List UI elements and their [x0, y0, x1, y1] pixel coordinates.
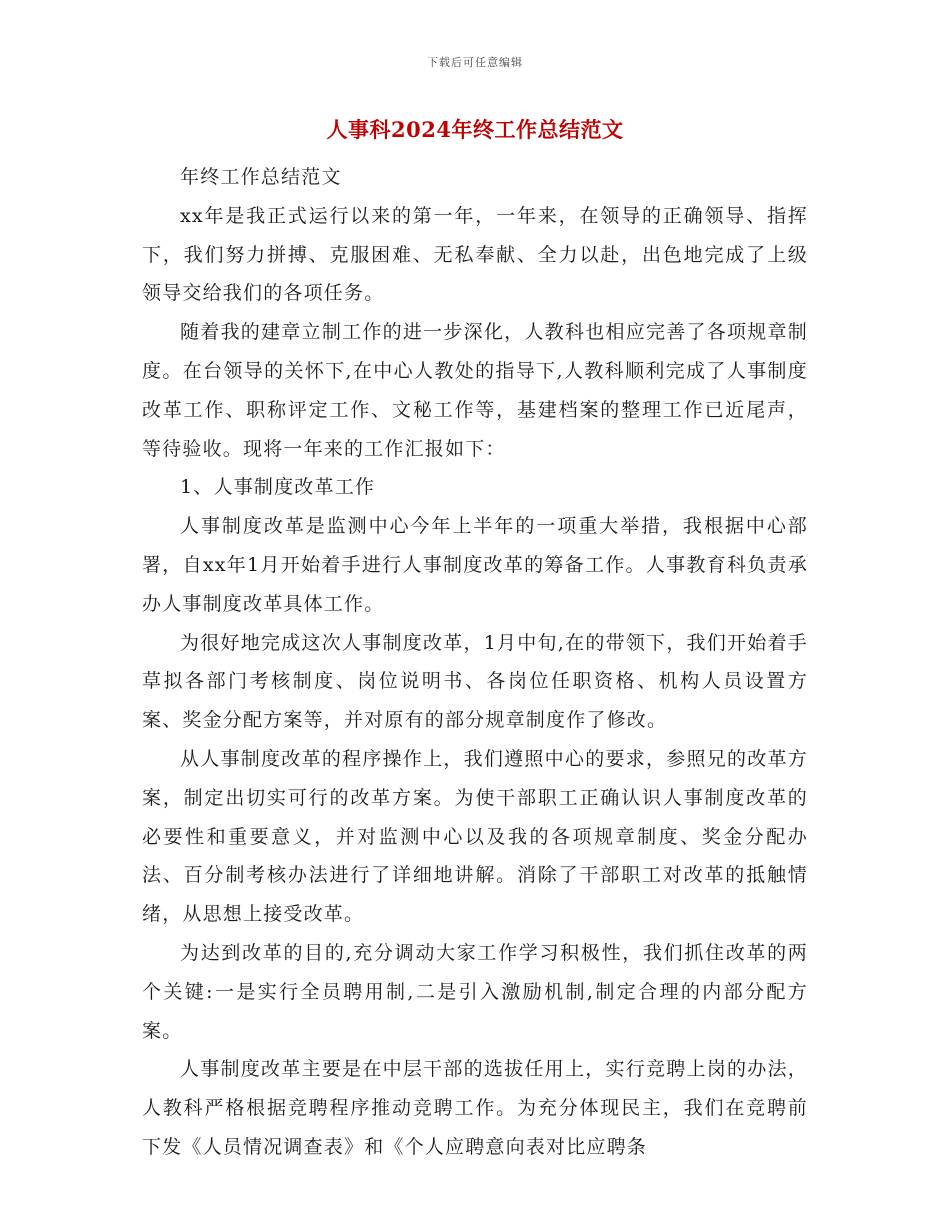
- document-title: 人事科2024年终工作总结范文: [326, 117, 624, 142]
- paragraph-subtitle: 年终工作总结范文: [180, 166, 342, 188]
- paragraph: 为达到改革的目的,充分调动大家工作学习积极性，我们抓住改革的两个关键:一是实行全员聘用制,二是引入激励机制,制定合理的内部分配方案。: [142, 941, 808, 1042]
- paragraph: 为很好地完成这次人事制度改革，1月中旬,在的带领下，我们开始着手草拟各部门考核制度、岗位说明书、各岗位任职资格、机构人员设置方案、奖金分配方案等，并对原有的部分规章制度作了修改。: [142, 631, 808, 732]
- paragraph: 从人事制度改革的程序操作上，我们遵照中心的要求，参照兄的改革方案，制定出切实可行的改革方案。为使干部职工正确认识人事制度改革的必要性和重要意义，并对监测中心以及我的各项规章制度、奖金分配办法、百分制考核办法进行了详细地讲解。消除了干部职工对改革的抵触情绪，从思想上接受改革。: [142, 747, 808, 926]
- paragraph: 人事制度改革是监测中心今年上半年的一项重大举措，我根据中心部署，自xx年1月开始着手进行人事制度改革的筹备工作。人事教育科负责承办人事制度改革具体工作。: [142, 515, 808, 615]
- paragraph: 人事制度改革主要是在中层干部的选拔任用上，实行竞聘上岗的办法，人教科严格根据竞聘程序推动竞聘工作。为充分体现民主，我们在竞聘前下发《人员情况调查表》和《个人应聘意向表对比应聘条: [142, 1058, 808, 1158]
- section-heading: 1、人事制度改革工作: [180, 476, 376, 499]
- paragraph: 随着我的建章立制工作的进一步深化，人教科也相应完善了各项规章制度。在台领导的关怀下,在中心人教处的指导下,人教科顺利完成了人事制度改革工作、职称评定工作、文秘工作等，基建档案的整理工作已近尾声，等待验收。现将一年来的工作汇报如下：: [142, 321, 808, 460]
- document-body: [142, 158, 808, 1167]
- header-note: 下载后可任意编辑: [427, 56, 523, 69]
- paragraph: xx年是我正式运行以来的第一年，一年来，在领导的正确领导、指挥下，我们努力拼搏、克服困难、无私奉献、全力以赴，出色地完成了上级领导交给我们的各项任务。: [142, 204, 808, 305]
